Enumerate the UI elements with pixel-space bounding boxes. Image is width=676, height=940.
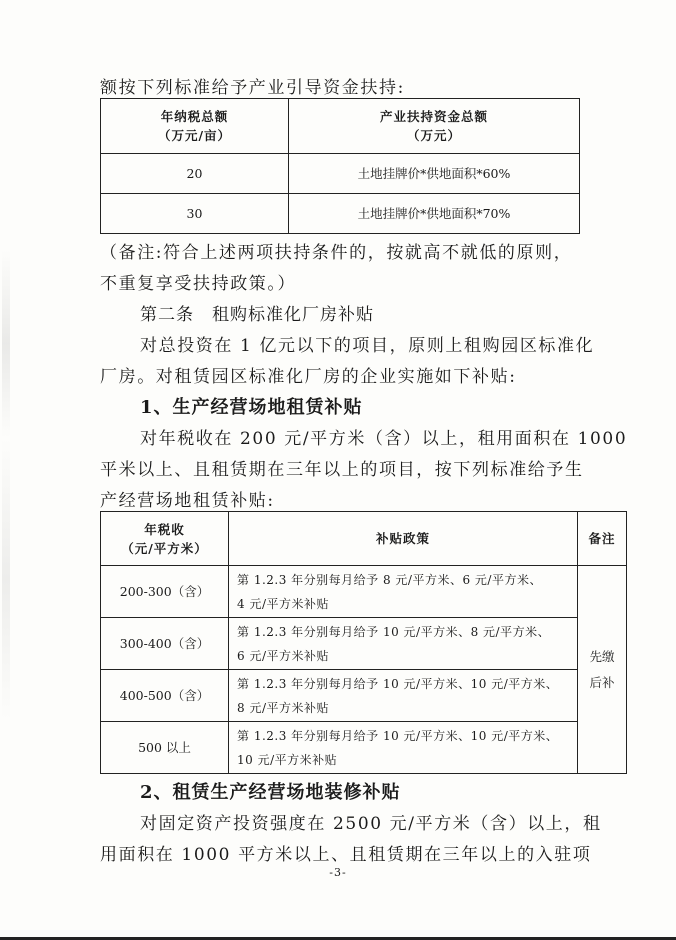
note-line-1: （备注:符合上述两项扶持条件的，按就高不就低的原则， <box>100 243 573 263</box>
table-row <box>101 566 627 618</box>
cell-policy <box>229 566 578 618</box>
remark-line: 后补 <box>589 674 615 690</box>
cell-range: 400-500（含） <box>101 670 229 722</box>
remark-line: 先缴 <box>589 648 615 664</box>
paragraph-3-line-1: 对固定资产投资强度在 2500 元/平方米（含）以上，租 <box>140 814 602 834</box>
policy-line: 第 1.2.3 年分别每月给予 10 元/平方米、10 元/平方米、 <box>237 728 559 743</box>
header-unit: （元/平方米） <box>121 540 208 556</box>
article-2-title: 第二条 租购标准化厂房补贴 <box>140 305 374 325</box>
table-row <box>101 670 627 722</box>
header-text: 产业扶持资金总额 <box>379 109 488 124</box>
page-number: -3- <box>329 866 347 879</box>
rent-subsidy-table <box>100 511 627 774</box>
header-text: 年税收 <box>144 521 185 537</box>
section-2-heading: 2、租赁生产经营场地装修补贴 <box>140 782 401 803</box>
paragraph-2-line-3: 产经营场地租赁补贴: <box>100 491 275 511</box>
policy-line: 10 元/平方米补贴 <box>237 752 338 767</box>
paragraph-2-line-1: 对年税收在 200 元/平方米（含）以上，租用面积在 1000 <box>140 429 628 449</box>
header-annual-tax <box>101 99 289 154</box>
cell-range: 200-300（含） <box>101 566 229 618</box>
header-policy: 补贴政策 <box>229 512 578 566</box>
policy-line: 4 元/平方米补贴 <box>237 596 329 611</box>
industry-fund-table <box>100 98 580 234</box>
header-remark: 备注 <box>578 512 627 566</box>
header-unit: （万元/亩） <box>157 128 232 143</box>
paragraph-3-line-2: 用面积在 1000 平方米以上、且租赁期在三年以上的入驻项 <box>100 845 592 865</box>
header-unit: （万元） <box>406 128 461 143</box>
table-row <box>101 618 627 670</box>
note-line-2: 不重复享受扶持政策。） <box>100 274 297 294</box>
cell-range: 300-400（含） <box>101 618 229 670</box>
table-header-row <box>101 512 627 566</box>
policy-line: 第 1.2.3 年分别每月给予 10 元/平方米、8 元/平方米、 <box>237 624 551 639</box>
cell-policy <box>229 722 578 774</box>
paragraph-2-line-2: 平米以上、且租赁期在三年以上的项目，按下列标准给予生 <box>100 460 584 480</box>
table-row <box>101 154 580 194</box>
header-annual-tax <box>101 512 229 566</box>
policy-line: 8 元/平方米补贴 <box>237 700 329 715</box>
cell-fund: 土地挂牌价*供地面积*70% <box>289 194 580 234</box>
header-fund-total <box>289 99 580 154</box>
table-header-row <box>101 99 580 154</box>
paragraph-1-line-1: 对总投资在 1 亿元以下的项目，原则上租购园区标准化 <box>140 336 595 356</box>
section-1-heading: 1、生产经营场地租赁补贴 <box>140 397 363 418</box>
intro-line: 额按下列标准给予产业引导资金扶持: <box>100 78 405 98</box>
table-row <box>101 722 627 774</box>
policy-line: 第 1.2.3 年分别每月给予 8 元/平方米、6 元/平方米、 <box>237 572 542 587</box>
cell-fund: 土地挂牌价*供地面积*60% <box>289 154 580 194</box>
cell-policy <box>229 618 578 670</box>
cell-policy <box>229 670 578 722</box>
cell-tax: 20 <box>101 154 289 194</box>
table-row <box>101 194 580 234</box>
cell-tax: 30 <box>101 194 289 234</box>
header-text: 年纳税总额 <box>160 109 229 124</box>
policy-line: 6 元/平方米补贴 <box>237 648 329 663</box>
cell-remark <box>578 566 627 774</box>
scan-edge-marks <box>2 250 10 720</box>
paragraph-1-line-2: 厂房。对租赁园区标准化厂房的企业实施如下补贴: <box>100 367 517 387</box>
policy-line: 第 1.2.3 年分别每月给予 10 元/平方米、10 元/平方米、 <box>237 676 559 691</box>
cell-range: 500 以上 <box>101 722 229 774</box>
